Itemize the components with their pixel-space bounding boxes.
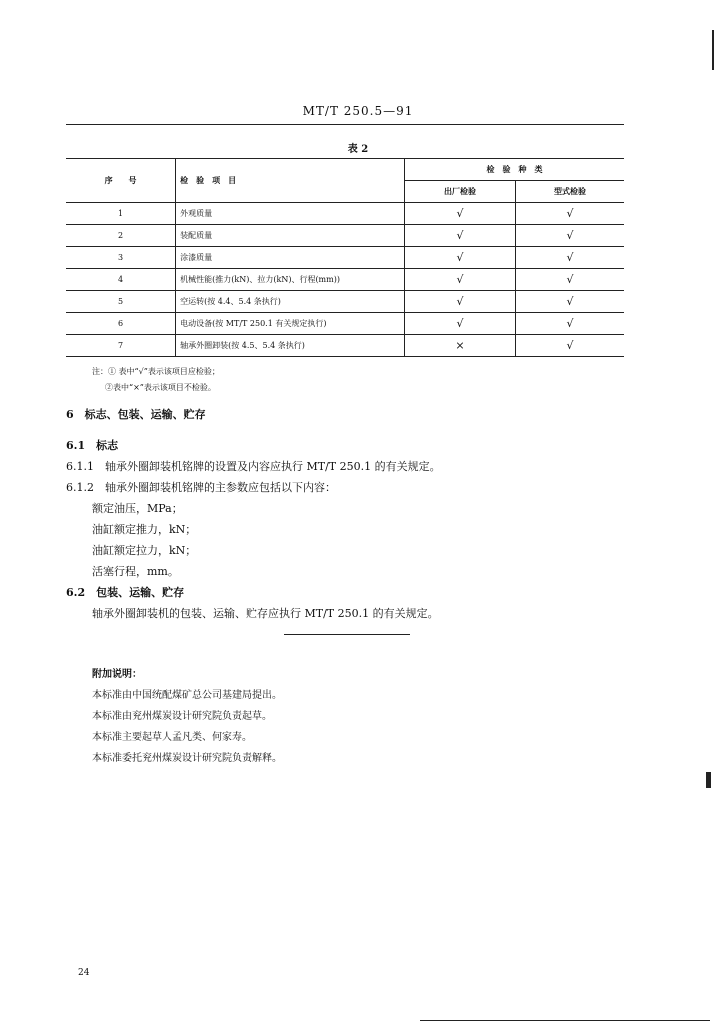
row-factory-mark: √ [405,225,516,247]
section-6-2-title: 6.2 包装、运输、贮存 [66,586,185,599]
param-item: 油缸额定拉力，kN； [92,544,197,557]
row-factory-mark: √ [405,291,516,313]
row-factory-mark: √ [405,247,516,269]
clause-6-1-1: 6.1.1 轴承外圈卸装机铭牌的设置及内容应执行 MT/T 250.1 的有关规定。 [66,460,441,473]
row-type-mark: √ [515,225,624,247]
appendix-title: 附加说明： [92,669,142,680]
row-factory-mark: √ [405,203,516,225]
table-header-row [66,159,624,181]
col-header-factory: 出厂检验 [405,181,516,203]
page-number: 24 [78,968,90,978]
section-6-title: 6 标志、包装、运输、贮存 [66,408,206,421]
table-row [66,225,624,247]
table-notes [92,364,220,396]
scan-artifact [706,772,711,788]
row-item: 空运转(按 4.4、5.4 条执行) [176,291,405,313]
appendix-line: 本标准主要起草人孟凡类、何家寿。 [92,732,252,743]
row-no: 4 [66,269,176,291]
col-header-type: 型式检验 [515,181,624,203]
row-factory-mark: √ [405,313,516,335]
row-item: 机械性能(推力(kN)、拉力(kN)、行程(mm)) [176,269,405,291]
scan-artifact [712,30,714,70]
param-item: 油缸额定推力，kN； [92,523,197,536]
row-type-mark: √ [515,247,624,269]
section-6-1-title: 6.1 标志 [66,439,119,452]
row-item: 轴承外圈卸装(按 4.5、5.4 条执行) [176,335,405,357]
standard-code: MT/T 250.5—91 [302,104,414,118]
appendix [92,664,282,769]
row-factory-mark: × [405,335,516,357]
col-header-item: 检 验 项 目 [176,159,405,203]
appendix-line: 本标准由兖州煤炭设计研究院负责起草。 [92,711,272,722]
table-caption: 表 2 [347,144,369,155]
clause-6-1-2: 6.1.2 轴承外圈卸装机铭牌的主参数应包括以下内容： [66,481,336,494]
clause-6-2-text: 轴承外圈卸装机的包装、运输、贮存应执行 MT/T 250.1 的有关规定。 [92,607,439,620]
inspection-table [66,158,624,357]
row-factory-mark: √ [405,269,516,291]
param-item: 活塞行程，mm。 [92,565,179,578]
row-type-mark: √ [515,313,624,335]
row-no: 5 [66,291,176,313]
section-6 [66,404,626,624]
row-type-mark: √ [515,203,624,225]
row-item: 电动设备(按 MT/T 250.1 有关规定执行) [176,313,405,335]
scan-artifact [420,1020,710,1021]
row-no: 7 [66,335,176,357]
row-type-mark: √ [515,269,624,291]
appendix-line: 本标准由中国统配煤矿总公司基建局提出。 [92,690,282,701]
col-header-no: 序 号 [66,159,176,203]
table-row [66,335,624,357]
row-no: 2 [66,225,176,247]
table-row [66,269,624,291]
row-no: 6 [66,313,176,335]
row-item: 装配质量 [176,225,405,247]
param-item: 额定油压，MPa； [92,502,183,515]
appendix-line: 本标准委托兖州煤炭设计研究院负责解释。 [92,753,282,764]
row-no: 1 [66,203,176,225]
row-type-mark: √ [515,291,624,313]
section-divider [284,634,410,635]
row-item: 涂漆质量 [176,247,405,269]
row-type-mark: √ [515,335,624,357]
table-row [66,313,624,335]
table-row [66,247,624,269]
header-rule [66,124,624,125]
table-row [66,203,624,225]
table-row [66,291,624,313]
table-note-2: ②表中“×”表示该项目不检验。 [105,383,216,392]
col-header-category: 检 验 种 类 [405,159,625,181]
row-item: 外观质量 [176,203,405,225]
row-no: 3 [66,247,176,269]
table-note-1: 注：① 表中“√”表示该项目应检验； [92,367,220,376]
